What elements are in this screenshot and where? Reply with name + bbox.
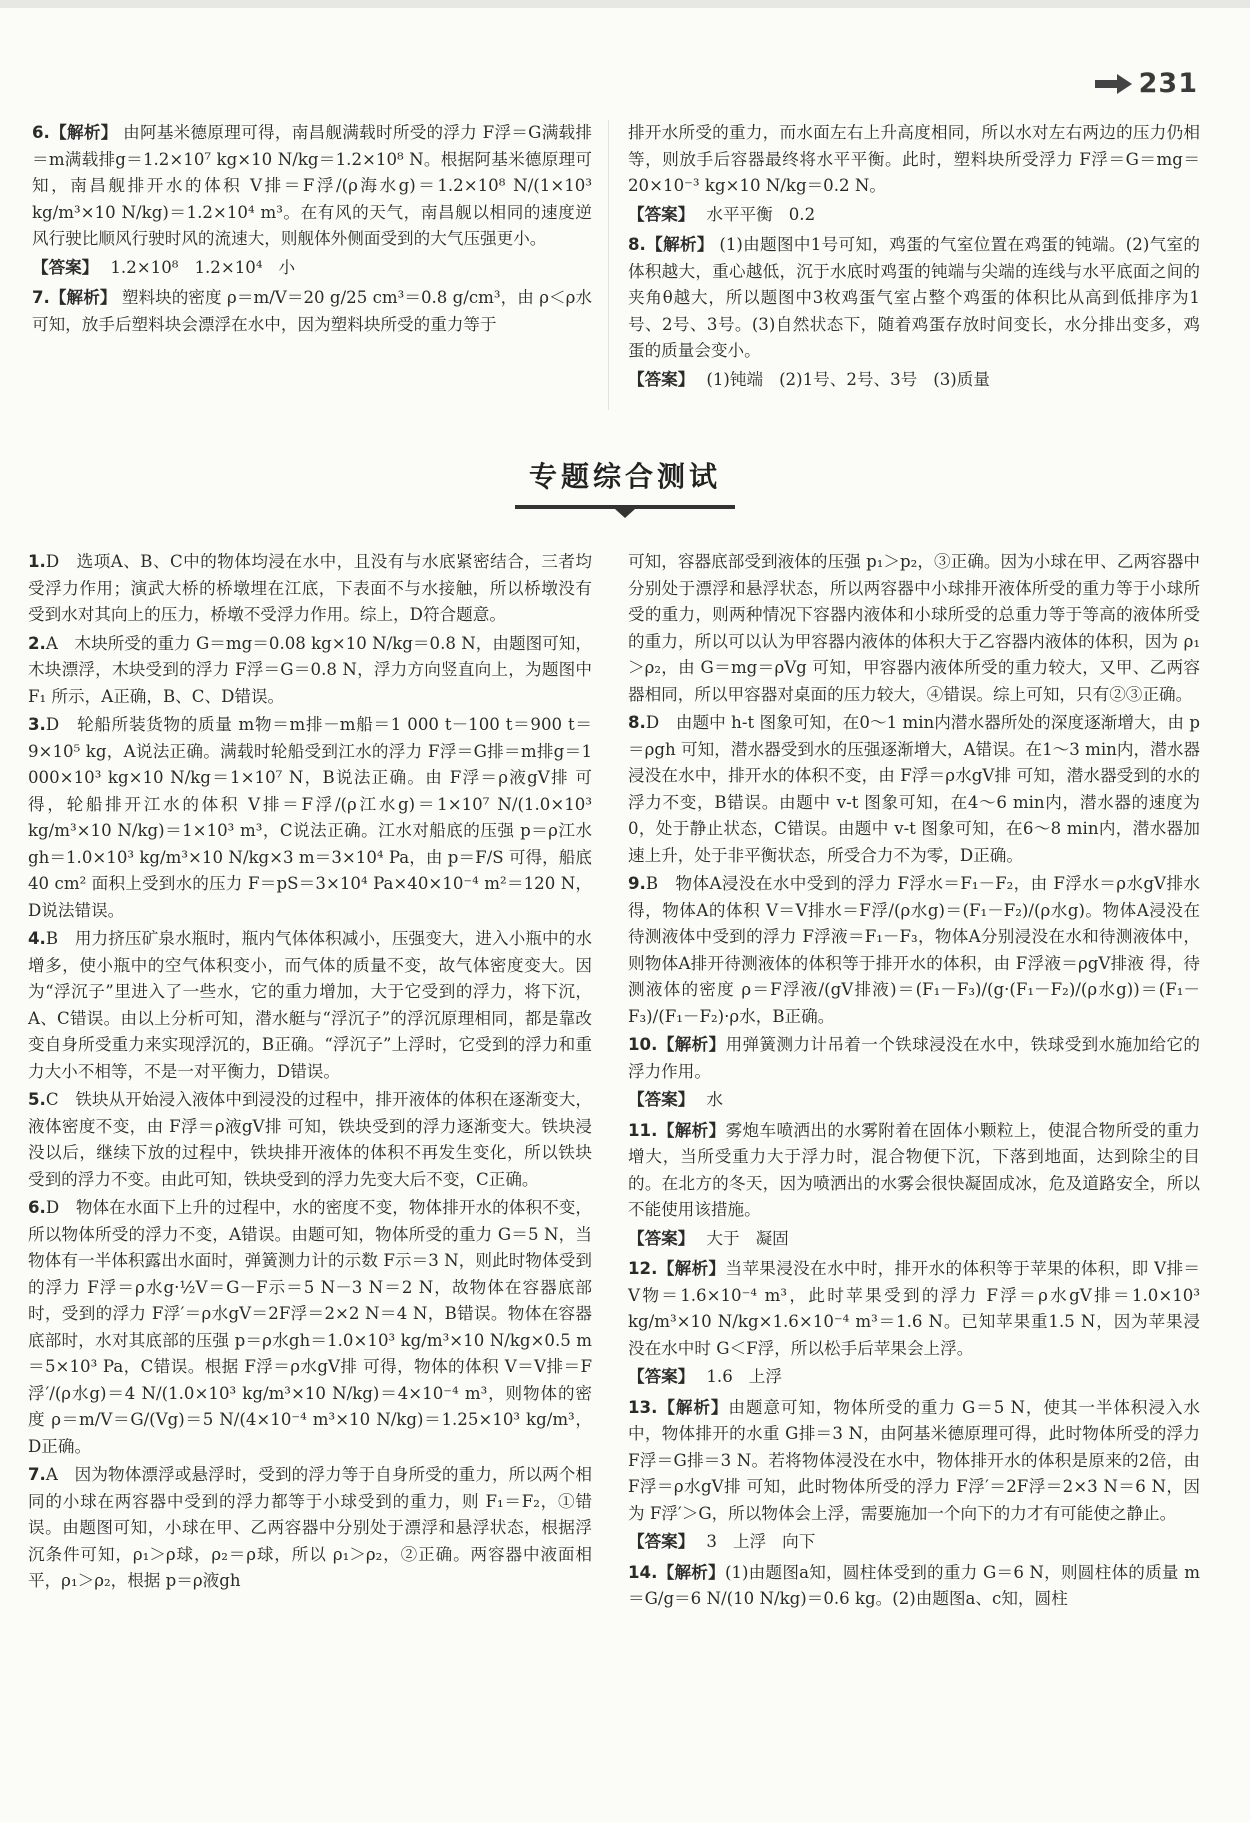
analysis-text: 用弹簧测力计吊着一个铁球浸没在水中，铁球受到水施加给它的浮力作用。 [628,1035,1200,1081]
question-number: 1. [28,552,46,571]
analysis-tag: 【解析】 [657,1035,726,1054]
question-number: 14. [628,1562,658,1582]
analysis-tag: 【解析】 [657,1259,726,1278]
mc-question-7 [28,1462,592,1595]
question-7-top-cont [628,120,1200,200]
top-left-column [32,120,592,340]
question-number: 7. [28,1465,46,1484]
answer-7-top [628,202,1200,229]
answer-tag: 【答案】 [628,1090,695,1109]
question-number: 11. [628,1120,658,1140]
question-number: 2. [28,633,46,653]
mc-question-8 [628,710,1200,869]
mc-question-5 [28,1087,592,1193]
bottom-left-column [28,549,592,1597]
question-number: 6. [28,1198,46,1217]
mc-question-1 [28,549,592,629]
question-answer-text: A 木块所受的重力 G＝mg＝0.08 kg×10 N/kg＝0.8 N，由题图可知，木块漂浮，木块受到的浮力 F浮＝G＝0.8 N，浮力方向竖直向上，为题图中 F₁ 所示，A正确，B、C、D错误。 [28,633,592,706]
question-number: 6. [32,123,50,142]
question-answer-text: 可知，容器底部受到液体的压强 p₁＞p₂，③正确。因为小球在甲、乙两容器中分别处于漂浮和悬浮状态，所以两容器中小球排开液体所受的重力等于小球所受的重力，则两种情况下容器内液体和小球所受的总重力等于等高的液体所受的重力，所以可以认为甲容器内液体的体积大于乙容器内液体的体积，因为 ρ₁＞ρ₂，由 G＝mg＝ρVg 可知，甲容器内液体所受的重力较大，又甲、乙两容器相同，所以甲容器对桌面的压力较大，④错误。综上可知，只有②③正确。 [628,552,1200,704]
analysis-text: (1)由题图a知，圆柱体受到的重力 G＝6 N，则圆柱体的质量 m＝G/g＝6 N/(10 N/kg)＝0.6 kg。(2)由题图a、c知，圆柱 [628,1562,1200,1608]
question-number: 10. [628,1035,658,1054]
section-title: 专题综合测试 [528,460,721,493]
answer-value: (3)质量 [933,369,990,389]
section-heading [375,455,875,509]
section-title-underline [515,505,735,509]
answer-6-top [32,255,592,282]
analysis-tag: 【解析】 [657,1397,729,1417]
answer-11 [628,1226,1200,1253]
question-number: 7. [32,288,50,307]
answer-tag: 【答案】 [628,369,695,389]
analysis-tag: 【解析】 [49,288,117,307]
answer-tag: 【答案】 [32,257,99,277]
analysis-text: 由题意可知，物体所受的重力 G＝5 N，使其一半体积浸入水中，物体排开的水重 G排＝3 N，由阿基米德原理可得，此时物体所受的浮力 F浮＝G排＝3 N。若将物体浸没在水中，物体排开水的体积是原来的2倍，由 F浮＝ρ水gV排 可知，此时物体所受的浮力 F浮′＝2F浮＝2×3 N＝6 N，因为 F浮′＞G，所以物体会上浮，需要施加一个向下的力才有可能使之静止。 [628,1397,1200,1523]
arrow-right-icon [1095,73,1133,95]
question-8-top [628,232,1200,365]
question-7-top [32,285,592,338]
answer-8-top [628,367,1200,394]
analysis-text: 当苹果浸没在水中时，排开水的体积等于苹果的体积，即 V排＝V物＝1.6×10⁻⁴ m³，此时苹果受到的浮力 F浮＝ρ水gV排＝1.0×10³ kg/m³×10 N/kg×1.6×10⁻⁴ m³＝1.6 N。已知苹果重1.5 N，因为苹果浸没在水中时 G＜F浮，所以松手后苹果会上浮。 [628,1259,1200,1358]
analysis-text: 排开水所受的重力，而水面左右上升高度相同，所以水对左右两边的压力仍相等，则放手后容器最终将水平平衡。此时，塑料块所受浮力 F浮＝G＝mg＝20×10⁻³ kg×10 N/kg＝0.2 N。 [628,123,1200,195]
page-number-block [1095,68,1198,99]
answer-value: (2)1号、2号、3号 [779,369,918,389]
answer-13 [628,1529,1200,1556]
question-answer-text: D 由题中 h-t 图象可知，在0～1 min内潜水器所处的深度逐渐增大，由 p＝ρgh 可知，潜水器受到水的压强逐渐增大，A错误。在1～3 min内，潜水器浸没在水中，排开水的体积不变，由 F浮＝ρ水gV排 可知，潜水器受到的水的浮力不变，B错误。由题中 v-t 图象可知，在4～6 min内，潜水器的速度为0，处于静止状态，C错误。由题中 v-t 图象可知，在6～8 min内，潜水器加速上升，处于非平衡状态，所受合力不为零，D正确。 [628,713,1200,865]
bottom-right-column [628,549,1200,1615]
question-11 [628,1118,1200,1224]
mc-question-3 [28,712,592,924]
question-10 [628,1032,1200,1085]
scan-edge [0,0,1250,8]
mc-question-7-cont [628,549,1200,708]
question-14 [628,1560,1200,1613]
column-divider [608,120,609,410]
analysis-tag: 【解析】 [657,1120,726,1140]
answer-10 [628,1087,1200,1114]
analysis-tag: 【解析】 [49,123,118,142]
question-13 [628,1395,1200,1528]
question-answer-text: B 用力挤压矿泉水瓶时，瓶内气体体积减小，压强变大，进入小瓶中的水增多，使小瓶中的空气体积变小，而气体的质量不变，故气体密度变大。因为“浮沉子”里进入了一些水，它的重力增加，大于它受到的浮力，将下沉，A、C错误。由以上分析可知，潜水艇与“浮沉子”的浮沉原理相同，都是靠改变自身所受重力来实现浮沉的，B正确。“浮沉子”上浮时，它受到的浮力和重力大小不相等，不是一对平衡力，D错误。 [28,929,592,1081]
answer-value: 0.2 [788,204,816,224]
answer-value: 3 [706,1532,717,1551]
mc-question-2 [28,631,592,711]
answer-value: 小 [278,257,296,277]
question-answer-text: D 选项A、B、C中的物体均浸在水中，且没有与水底紧密结合，三者均受浮力作用；演武大桥的桥墩埋在江底，下表面不与水接触，所以桥墩没有受到水对其向上的压力，桥墩不受浮力作用。综上，D符合题意。 [28,552,592,624]
answer-tag: 【答案】 [628,1228,695,1248]
question-number: 3. [28,715,46,734]
analysis-tag: 【解析】 [645,235,714,254]
answer-value: 1.2×10⁴ [194,257,263,277]
question-number: 9. [628,874,646,893]
answer-tag: 【答案】 [628,1532,695,1551]
answer-value: 水平平衡 [706,204,773,224]
question-12 [628,1256,1200,1362]
answer-value: (1)钝端 [706,369,764,389]
question-number: 8. [628,235,646,254]
question-answer-text: D 物体在水面下上升的过程中，水的密度不变，物体排开水的体积不变，所以物体所受的浮力不变，A错误。由题可知，物体所受的重力 G＝5 N，当物体有一半体积露出水面时，弹簧测力计的示数 F示＝3 N，则此时物体受到的浮力 F浮＝ρ水g·½V＝G－F示＝5 N－3 N＝2 N，故物体在容器底部时，受到的浮力 F浮′＝ρ水gV＝2F浮＝2×2 N＝4 N，B错误。物体在容器底部时，水对其底部的压强 p＝ρ水gh＝1.0×10³ kg/m³×10 N/kg×0.5 m＝5×10³ Pa，C错误。根据 F浮＝ρ水gV排 可得，物体的体积 V＝V排＝F浮′/(ρ水g)＝4 N/(1.0×10³ kg/m³×10 N/kg)＝4×10⁻⁴ m³，则物体的密度 ρ＝m/V＝G/(Vg)＝5 N/(4×10⁻⁴ m³×10 N/kg)＝1.25×10³ kg/m³，D正确。 [28,1198,592,1456]
question-answer-text: C 铁块从开始浸入液体中到浸没的过程中，排开液体的体积在逐渐变大，液体密度不变，由 F浮＝ρ液gV排 可知，铁块受到的浮力逐渐变大。铁块浸没以后，继续下放的过程中，铁块排开液体的体积不再发生变化，所以铁块受到的浮力不变。由此可知，铁块受到的浮力先变大后不变，C正确。 [28,1090,592,1189]
answer-value: 1.2×10⁸ [110,257,179,277]
top-right-column [628,120,1200,397]
question-number: 13. [628,1397,658,1417]
answer-value: 水 [706,1090,723,1109]
page-number: 231 [1138,68,1198,99]
answer-12 [628,1364,1200,1391]
analysis-tag: 【解析】 [657,1562,725,1582]
question-6-top [32,120,592,253]
question-answer-text: D 轮船所装货物的质量 m物＝m排－m船＝1 000 t－100 t＝900 t＝9×10⁵ kg，A说法正确。满载时轮船受到江水的浮力 F浮＝G排＝m排g＝1 000×10³ kg×10 N/kg＝1×10⁷ N，B说法正确。由 F浮＝ρ液gV排 可得，轮船排开江水的体积 V排＝F浮/(ρ江水g)＝1×10⁷ N/(1.0×10³ kg/m³×10 N/kg)＝1×10³ m³，C说法正确。江水对船底的压强 p＝ρ江水gh＝1.0×10³ kg/m³×10 N/kg×3 m＝3×10⁴ Pa，由 p＝F/S 可得，船底40 cm² 面积上受到水的压力 F＝pS＝3×10⁴ Pa×40×10⁻⁴ m²＝120 N，D说法错误。 [28,715,592,920]
mc-question-9 [628,871,1200,1030]
mc-question-4 [28,926,592,1085]
analysis-text: 由阿基米德原理可得，南昌舰满载时所受的浮力 F浮＝G满载排＝m满载排g＝1.2×10⁷ kg×10 N/kg＝1.2×10⁸ N。根据阿基米德原理可知，南昌舰排开水的体积 V排＝F浮/(ρ海水g)＝1.2×10⁸ N/(1×10³ kg/m³×10 N/kg)＝1.2×10⁴ m³。在有风的天气，南昌舰以相同的速度逆风行驶比顺风行驶时风的流速大，则舰体外侧面受到的大气压强更小。 [32,123,593,248]
answer-value: 上浮 [732,1532,767,1551]
answer-value: 凝固 [755,1228,789,1248]
question-number: 8. [628,713,646,732]
question-number: 12. [628,1259,658,1278]
answer-value: 向下 [782,1532,816,1551]
question-answer-text: B 物体A浸没在水中受到的浮力 F浮水＝F₁－F₂，由 F浮水＝ρ水gV排水 得，物体A的体积 V＝V排水＝F浮/(ρ水g)＝(F₁－F₂)/(ρ水g)。物体A浸没在待测液体中受到的浮力 F浮液＝F₁－F₃，物体A分别浸没在水和待测液体中，则物体A排开待测液体的体积等于排开水的体积，由 F浮液＝ρgV排液 得，待测液体的密度 ρ＝F浮液/(gV排液)＝(F₁－F₃)/(g·(F₁－F₂)/(ρ水g))＝(F₁－F₃)/(F₁－F₂)·ρ水，B正确。 [628,874,1200,1026]
question-number: 5. [28,1090,46,1109]
analysis-text: 塑料块的密度 ρ＝m/V＝20 g/25 cm³＝0.8 g/cm³，由 ρ＜ρ水 可知，放手后塑料块会漂浮在水中，因为塑料块所受的重力等于 [32,288,592,334]
question-answer-text: A 因为物体漂浮或悬浮时，受到的浮力等于自身所受的重力，所以两个相同的小球在两容器中受到的浮力都等于小球受到的重力，则 F₁＝F₂，①错误。由题图可知，小球在甲、乙两容器中分别处于漂浮和悬浮状态，根据浮沉条件可知，ρ₁＞ρ球，ρ₂＝ρ球，所以 ρ₁＞ρ₂，②正确。两容器中液面相平，ρ₁＞ρ₂，根据 p＝ρ液gh [28,1465,592,1590]
analysis-text: (1)由题图中1号可知，鸡蛋的气室位置在鸡蛋的钝端。(2)气室的体积越大，重心越低，沉于水底时鸡蛋的钝端与尖端的连线与水平底面之间的夹角θ越大，所以题图中3枚鸡蛋气室占整个鸡蛋的体积比从高到低排序为1号、2号、3号。(3)自然状态下，随着鸡蛋存放时间变长，水分排出变多，鸡蛋的质量会变小。 [628,235,1201,360]
mc-question-6 [28,1195,592,1460]
question-number: 4. [28,929,46,948]
answer-value: 1.6 [706,1367,733,1386]
answer-tag: 【答案】 [628,204,695,224]
answer-value: 上浮 [748,1367,782,1386]
answer-value: 大于 [706,1228,740,1248]
analysis-text: 雾炮车喷洒出的水雾附着在固体小颗粒上，使混合物所受的重力增大，当所受重力大于浮力时，混合物便下沉，下落到地面，达到除尘的目的。在北方的冬天，因为喷洒出的水雾会很快凝固成冰，危及道路安全，所以不能使用该措施。 [628,1120,1200,1219]
answer-tag: 【答案】 [628,1367,695,1386]
